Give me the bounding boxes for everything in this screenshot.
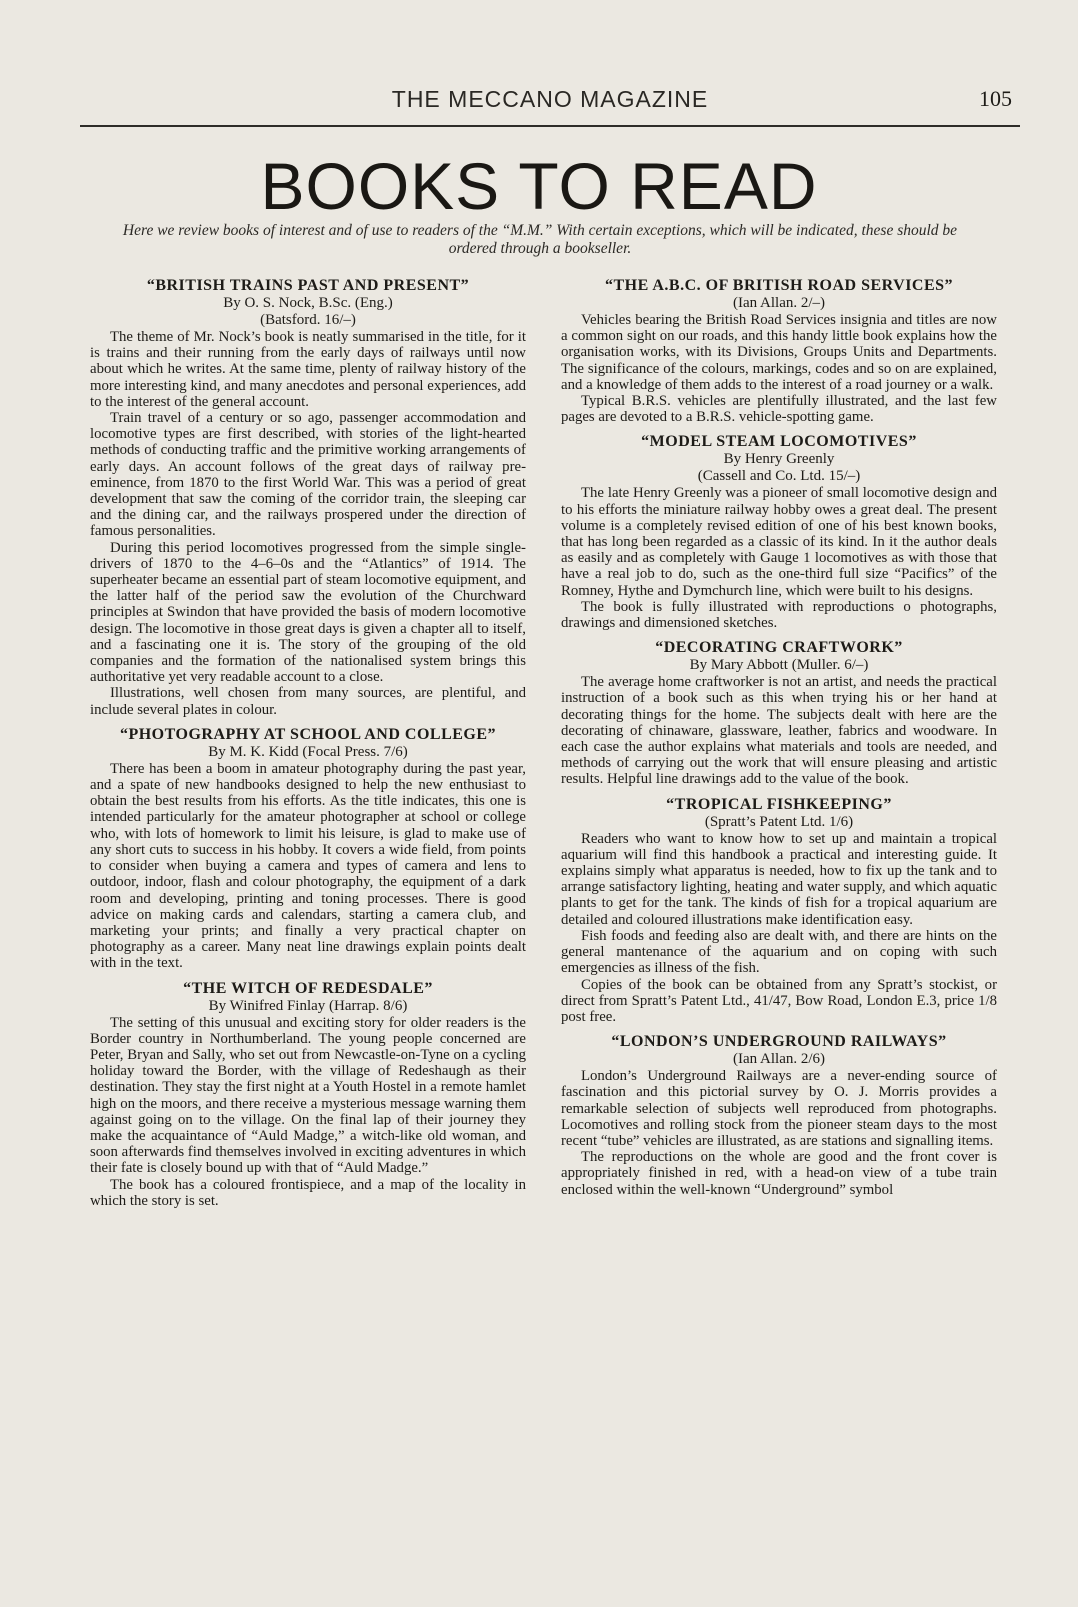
review-byline: By Winifred Finlay (Harrap. 8/6): [208, 997, 408, 1014]
review-paragraph: Fish foods and feeding also are dealt with, and there are hints on the general mantenance of the aquarium and on coping with such emergencies as illness of the fish.: [561, 927, 997, 977]
review-byline: (Ian Allan. 2/–): [732, 295, 826, 311]
review-section: [90, 725, 526, 972]
right-column: [561, 276, 997, 1205]
review-heading: “BRITISH TRAINS PAST AND PRESENT”: [146, 277, 470, 294]
review-section: [561, 432, 997, 631]
review-heading: “THE WITCH OF REDESDALE”: [183, 979, 433, 997]
review-section: [561, 1032, 997, 1198]
review-paragraph: The late Henry Greenly was a pioneer of small locomotive design and to his efforts the miniature railway hobby owes a great deal. The present volume is a completely revised edition of one of his best known books, that has long been regarded as a classic of its kind. In it the author deals as easily and as completely with Gauge 1 locomotives as with those that have a real job to do, such as the one-third full size “Pacifics” of the Romney, Hythe and Dymchurch line, which were built to his designs.: [561, 485, 997, 599]
review-section: [561, 276, 997, 425]
magazine-title: THE MECCANO MAGAZINE: [391, 86, 709, 112]
review-paragraph: The average home craftworker is not an artist, and needs the practical instruction of a book such as this when trying his or her hand at decorating things for the home. The subjects dealt with here are the decorating of chinaware, glassware, leather, fabrics and woodware. In each case the author explains what materials and tools are needed, and methods of carrying out the work that will ensure pleasing and artistic results. Helpful line drawings add to the value of the book.: [561, 674, 997, 788]
review-paragraph: The reproductions on the whole are good and the front cover is appropriately finished in red, with a head-on view of a tube train enclosed within the well-known “Underground” symbol: [561, 1149, 997, 1198]
review-paragraph: There has been a boom in amateur photography during the past year, and a spate of new handbooks designed to help the new enthusiast to obtain the best results from his efforts. As the title indicates, this one is intended particularly for the amateur photographer at school or college who, with lots of homework to limit his leisure, is glad to make use of any short cuts to success in his hobby. It covers a wide field, from points to consider when buying a camera and types of camera and lens to outdoor, indoor, flash and colour photography, the equipment of a dark room and developing, printing and toning processes. There is good advice on making cards and calendars, starting a camera club, and marketing your prints; and finally a very practical chapter on photography as a career. Many neat line drawings explain points dealt with in the text.: [90, 760, 526, 972]
review-heading: “LONDON’S UNDERGROUND RAILWAYS”: [611, 1033, 947, 1051]
header-rule: [80, 125, 1020, 127]
review-heading: “DECORATING CRAFTWORK”: [655, 639, 903, 657]
review-paragraph: Readers who want to know how to set up and maintain a tropical aquarium will find this handbook a practical and interesting guide. It explains simply what apparatus is needed, how to fix up the tank and to arrange satisfactory lighting, heating and water supply, and which aquatic plants to get for the tank. The kinds of fish for a tropical aquarium are detailed and coloured illustrations make identification easy.: [561, 830, 997, 928]
review-heading: “PHOTOGRAPHY AT SCHOOL AND COLLEGE”: [119, 725, 497, 743]
review-paragraph: Illustrations, well chosen from many sources, are plentiful, and include several plates in colour.: [90, 685, 526, 718]
review-byline: (Cassell and Co. Ltd. 15/–): [697, 468, 861, 485]
review-byline: By Henry Greenly: [723, 451, 835, 468]
review-byline: (Spratt’s Patent Ltd. 1/6): [704, 813, 854, 830]
review-section: [90, 979, 526, 1209]
review-heading: “TROPICAL FISHKEEPING”: [666, 795, 892, 813]
review-section: [90, 276, 526, 718]
review-paragraph: Train travel of a century or so ago, passenger accommodation and locomotive types are first described, with stories of the light-hearted methods of conducting traffic and the primitive working arrangements of early days. An account follows of the great days of railway pre-eminence, from 1870 to the first World War. This was a period of great development that saw the coming of the corridor train, the sleeping car and the dining car, and the railways prospered under the direction of famous personalities.: [90, 410, 526, 540]
review-byline: By M. K. Kidd (Focal Press. 7/6): [208, 743, 408, 760]
review-byline: By O. S. Nock, B.Sc. (Eng.): [223, 295, 393, 311]
review-paragraph: Typical B.R.S. vehicles are plentifully illustrated, and the last few pages are devoted to a B.R.S. vehicle-spotting game.: [561, 393, 997, 426]
intro-text: Here we review books of interest and of use to readers of the “M.M.” With certain exceptions, which will be indicated, these should be ordered through a bookseller.: [122, 222, 958, 257]
review-paragraph: Vehicles bearing the British Road Services insignia and titles are now a common sight on our roads, and this handy little book explains how the organisation works, with its Divisions, Groups Units and Departments. The significance of the colours, markings, codes and so on are explained, and a knowledge of them adds to the interest of a road journey or a walk.: [561, 312, 997, 393]
review-section: [561, 795, 997, 1025]
review-heading: “MODEL STEAM LOCOMOTIVES”: [641, 433, 917, 451]
review-byline: (Batsford. 16/–): [260, 312, 356, 328]
review-paragraph: The book is fully illustrated with reproductions o photographs, drawings and dimensioned sketches.: [561, 598, 997, 632]
page-number: 105: [979, 86, 1012, 111]
review-paragraph: London’s Underground Railways are a never-ending source of fascination and this pictorial survey by O. J. Morris provides a remarkable selection of subjects well reproduced from photographs. Locomotives and rolling stock from the pioneer steam days to the most recent “tube” vehicles are illustrated, as are stations and signalling items.: [561, 1068, 997, 1149]
review-paragraph: Copies of the book can be obtained from any Spratt’s stockist, or direct from Spratt’s Patent Ltd., 41/47, Bow Road, London E.3, price 1/8 post free.: [561, 976, 997, 1025]
review-heading: “THE A.B.C. OF BRITISH ROAD SERVICES”: [604, 277, 954, 294]
review-paragraph: The setting of this unusual and exciting story for older readers is the Border country in Northumberland. The young people concerned are Peter, Bryan and Sally, who set out from Newcastle-on-Tyne on a cycling holiday toward the Border, with the village of Redeshaugh as their destination. They stay the first night at a Youth Hostel in a remote hamlet high on the moors, and there receive a mysterious message warning them against going on to the village. On the final lap of their journey they make the acquaintance of “Auld Madge,” a witch-like old woman, and soon afterwards find themselves involved in exciting adventures in which their fate is closely bound up with that of “Auld Madge.”: [90, 1014, 526, 1177]
review-paragraph: The book has a coloured frontispiece, and a map of the locality in which the story is set.: [90, 1176, 526, 1209]
left-column: [90, 276, 526, 1216]
page-header: [80, 86, 1020, 122]
review-paragraph: During this period locomotives progressed from the simple single-drivers of 1870 to the 4–6–0s and the “Atlantics” of 1914. The superheater became an essential part of steam locomotive equipment, and the latter half of the period saw the evolution of the Churchward principles at Swindon that have provided the basis of modern locomotive design. The locomotive in those great days is given a chapter all to itself, and a fascinating one it is. The story of the grouping of the old companies and the formation of the nationalised system brings this authoritative yet very readable account to a close.: [90, 539, 526, 686]
review-section: [561, 638, 997, 787]
review-byline: (Ian Allan. 2/6): [732, 1051, 826, 1068]
review-paragraph: The theme of Mr. Nock’s book is neatly summarised in the title, for it is trains and their running from the early days of railways until now about which he writes. At the same time, plenty of railway history of the more interesting kind, and many anecdotes and personal experiences, add to the interest of the general account.: [90, 329, 526, 410]
review-byline: By Mary Abbott (Muller. 6/–): [689, 657, 869, 674]
page-title: BOOKS TO READ: [260, 149, 818, 223]
